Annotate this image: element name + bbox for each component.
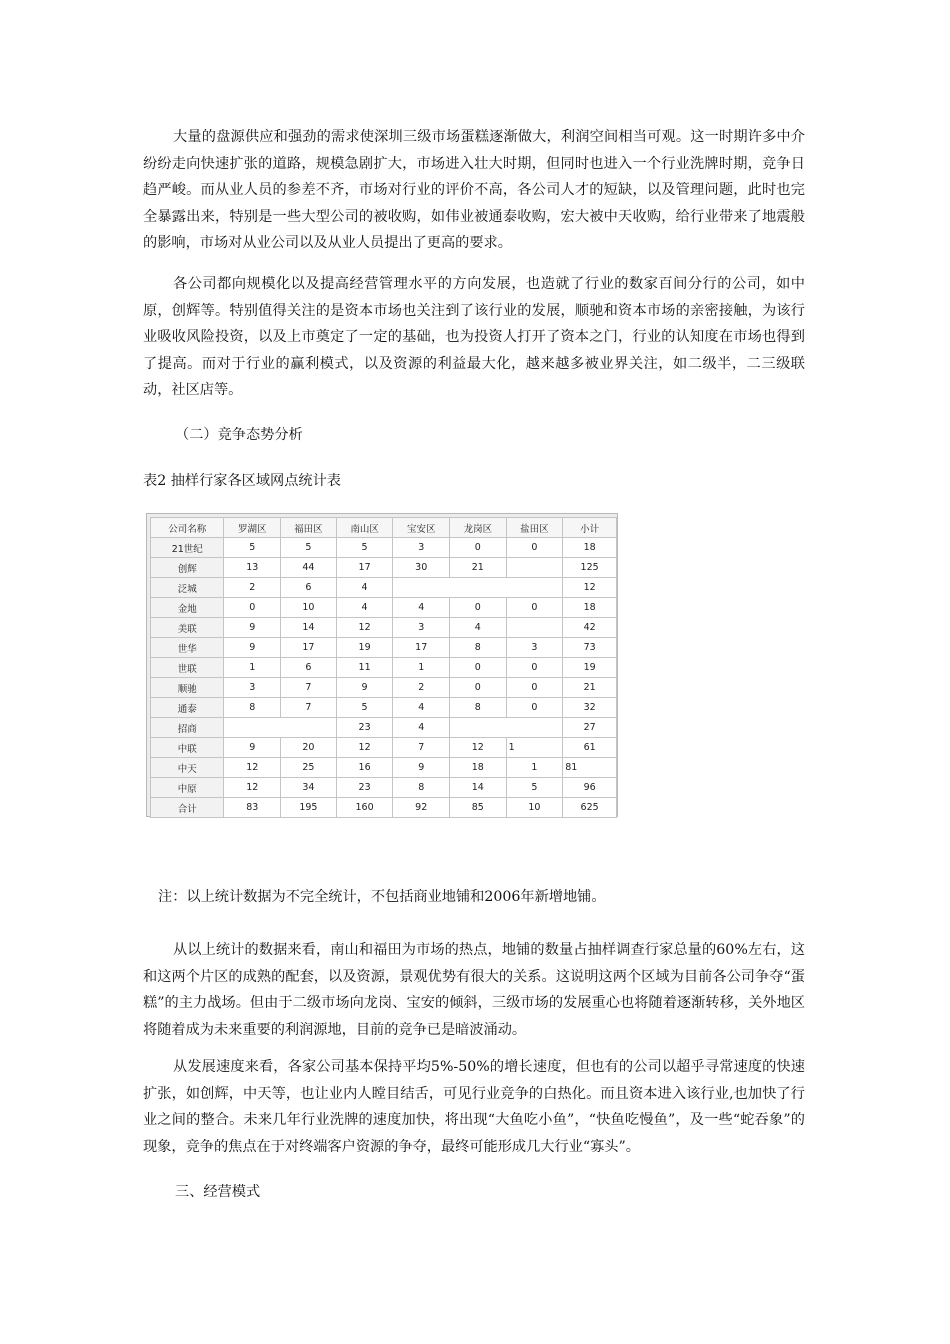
table-caption: 表2 抽样行家各区域网点统计表	[143, 473, 341, 489]
cell-value: 44	[281, 558, 337, 578]
cell-value: 0	[450, 678, 507, 698]
table-row	[151, 778, 617, 798]
cell-company: 创辉	[151, 558, 224, 578]
cell-company: 美联	[151, 618, 224, 638]
cell-value: 1	[506, 758, 563, 778]
cell-value: 92	[393, 798, 450, 818]
header-baoan: 宝安区	[393, 518, 450, 538]
cell-subtotal: 73	[563, 638, 617, 658]
cell-subtotal: 12	[563, 578, 617, 598]
cell-value: 0	[450, 598, 507, 618]
table-row	[151, 618, 617, 638]
cell-value: 5	[336, 538, 393, 558]
cell-blank	[450, 718, 563, 738]
table-row	[151, 658, 617, 678]
cell-value: 8	[450, 698, 507, 718]
cell-value: 12	[336, 618, 393, 638]
cell-subtotal: 32	[563, 698, 617, 718]
header-yantian: 盐田区	[506, 518, 563, 538]
cell-value: 5	[224, 538, 281, 558]
cell-value	[506, 558, 563, 578]
cell-subtotal: 18	[563, 538, 617, 558]
cell-value: 25	[281, 758, 337, 778]
cell-subtotal: 61	[563, 738, 617, 758]
cell-value: 4	[450, 618, 507, 638]
cell-value: 14	[450, 778, 507, 798]
cell-value: 19	[336, 638, 393, 658]
cell-value: 3	[393, 538, 450, 558]
paragraph-growth-speed: 从发展速度来看，各家公司基本保持平均5%-50%的增长速度，但也有的公司以超乎寻常速度的快速扩张，如创辉，中天等，也让业内人瞠目结舌，可见行业竞争的白热化。而且资本进入该行业,也加快了行业之间的整合。未来几年行业洗牌的速度加快，将出现“大鱼吃小鱼”，“快鱼吃慢鱼”，及一些“蛇吞象”的现象，竞争的焦点在于对终端客户资源的争夺，最终可能形成几大行业“寡头”。	[143, 1059, 805, 1155]
cell-value: 160	[336, 798, 393, 818]
cell-value: 9	[224, 738, 281, 758]
table-row	[151, 678, 617, 698]
cell-company: 世华	[151, 638, 224, 658]
cell-value: 4	[393, 718, 450, 738]
table-row	[151, 558, 617, 578]
cell-subtotal: 81	[563, 758, 617, 778]
cell-value: 7	[281, 698, 337, 718]
cell-value: 10	[281, 598, 337, 618]
cell-value: 12	[336, 738, 393, 758]
cell-value: 9	[393, 758, 450, 778]
cell-company: 合计	[151, 798, 224, 818]
cell-value: 17	[336, 558, 393, 578]
table-row	[151, 698, 617, 718]
cell-value: 5	[506, 778, 563, 798]
cell-value: 3	[393, 618, 450, 638]
table-row	[151, 758, 617, 778]
cell-value: 16	[336, 758, 393, 778]
table-row	[151, 598, 617, 618]
cell-value: 12	[450, 738, 507, 758]
cell-company: 泛城	[151, 578, 224, 598]
cell-subtotal: 21	[563, 678, 617, 698]
cell-value: 0	[506, 678, 563, 698]
cell-value: 0	[450, 658, 507, 678]
table-row	[151, 638, 617, 658]
cell-company: 中原	[151, 778, 224, 798]
cell-company: 中联	[151, 738, 224, 758]
table-total-row	[151, 798, 617, 818]
cell-company: 金地	[151, 598, 224, 618]
cell-subtotal: 19	[563, 658, 617, 678]
cell-value: 4	[336, 578, 393, 598]
cell-value: 0	[506, 598, 563, 618]
cell-value: 30	[393, 558, 450, 578]
cell-value: 85	[450, 798, 507, 818]
table-row	[151, 578, 617, 598]
cell-value: 10	[506, 798, 563, 818]
cell-value: 3	[506, 638, 563, 658]
cell-blank	[393, 578, 563, 598]
cell-value: 8	[393, 778, 450, 798]
paragraph-market-growth: 大量的盘源供应和强劲的需求使深圳三级市场蛋糕逐渐做大，利润空间相当可观。这一时期许多中介纷纷走向快速扩张的道路，规模急剧扩大，市场进入壮大时期，但同时也进入一个行业洗牌时期，竞争日趋严峻。而从业人员的参差不齐，市场对行业的评价不高，各公司人才的短缺，以及管理问题，此时也完全暴露出来，特别是一些大型公司的被收购，如伟业被通泰收购，宏大被中天收购，给行业带来了地震般的影响，市场对从业公司以及从业人员提出了更高的要求。	[143, 129, 805, 251]
cell-subtotal: 96	[563, 778, 617, 798]
table-row	[151, 738, 617, 758]
cell-value: 4	[393, 598, 450, 618]
table-row	[151, 538, 617, 558]
cell-blank	[224, 718, 336, 738]
cell-value: 3	[224, 678, 281, 698]
cell-value: 9	[224, 638, 281, 658]
cell-value	[506, 618, 563, 638]
section-heading-competition: （二）竞争态势分析	[175, 427, 303, 443]
cell-value: 1	[224, 658, 281, 678]
cell-value: 4	[336, 598, 393, 618]
cell-value: 195	[281, 798, 337, 818]
cell-value: 23	[336, 778, 393, 798]
branch-statistics-table	[150, 517, 617, 818]
cell-value: 6	[281, 578, 337, 598]
cell-value: 9	[336, 678, 393, 698]
cell-value: 12	[224, 778, 281, 798]
header-company: 公司名称	[151, 518, 224, 538]
header-futian: 福田区	[281, 518, 337, 538]
cell-value: 11	[336, 658, 393, 678]
cell-value: 9	[224, 618, 281, 638]
cell-value: 1	[393, 658, 450, 678]
cell-subtotal: 18	[563, 598, 617, 618]
table-header-row	[151, 518, 617, 538]
cell-subtotal: 125	[563, 558, 617, 578]
cell-value: 2	[393, 678, 450, 698]
cell-company: 21世纪	[151, 538, 224, 558]
cell-company: 招商	[151, 718, 224, 738]
cell-value: 0	[506, 538, 563, 558]
cell-company: 顺驰	[151, 678, 224, 698]
cell-value: 5	[336, 698, 393, 718]
cell-value: 1	[506, 738, 563, 758]
cell-value: 14	[281, 618, 337, 638]
cell-value: 13	[224, 558, 281, 578]
cell-value: 7	[281, 678, 337, 698]
cell-value: 21	[450, 558, 507, 578]
header-longgang: 龙岗区	[450, 518, 507, 538]
cell-value: 20	[281, 738, 337, 758]
cell-company: 世联	[151, 658, 224, 678]
cell-value: 83	[224, 798, 281, 818]
cell-value: 17	[393, 638, 450, 658]
section-heading-business-model: 三、经营模式	[175, 1184, 261, 1200]
cell-value: 8	[450, 638, 507, 658]
cell-value: 2	[224, 578, 281, 598]
cell-value: 7	[393, 738, 450, 758]
cell-value: 0	[224, 598, 281, 618]
header-subtotal: 小计	[563, 518, 617, 538]
cell-value: 0	[450, 538, 507, 558]
cell-value: 34	[281, 778, 337, 798]
paragraph-data-analysis: 从以上统计的数据来看，南山和福田为市场的热点，地铺的数量占抽样调查行家总量的60%左右，这和这两个片区的成熟的配套，以及资源，景观优势有很大的关系。这说明这两个区域为目前各公司争夺“蛋糕”的主力战场。但由于二级市场向龙岗、宝安的倾斜，三级市场的发展重心也将随着逐渐转移，关外地区将随着成为未来重要的利润源地，目前的竞争已是暗波涌动。	[143, 942, 805, 1038]
cell-company: 中天	[151, 758, 224, 778]
table-row	[151, 718, 617, 738]
cell-subtotal: 42	[563, 618, 617, 638]
cell-value: 6	[281, 658, 337, 678]
cell-value: 0	[506, 698, 563, 718]
cell-subtotal: 625	[563, 798, 617, 818]
cell-subtotal: 27	[563, 718, 617, 738]
cell-value: 0	[506, 658, 563, 678]
cell-value: 17	[281, 638, 337, 658]
cell-value: 12	[224, 758, 281, 778]
cell-value: 8	[224, 698, 281, 718]
cell-value: 18	[450, 758, 507, 778]
paragraph-scale-development: 各公司都向规模化以及提高经营管理水平的方向发展，也造就了行业的数家百间分行的公司，如中原，创辉等。特别值得关注的是资本市场也关注到了该行业的发展，顺驰和资本市场的亲密接触，为该行业吸收风险投资，以及上市奠定了一定的基础，也为投资人打开了资本之门，行业的认知度在市场也得到了提高。而对于行业的赢利模式，以及资源的利益最大化，越来越多被业界关注，如二级半，二三级联动，社区店等。	[143, 276, 805, 398]
cell-value: 5	[281, 538, 337, 558]
statistics-table-image	[146, 513, 618, 817]
header-luohu: 罗湖区	[224, 518, 281, 538]
cell-value: 4	[393, 698, 450, 718]
cell-company: 通泰	[151, 698, 224, 718]
table-note: 注：以上统计数据为不完全统计，不包括商业地铺和2006年新增地铺。	[158, 889, 606, 905]
cell-value: 23	[336, 718, 393, 738]
header-nanshan: 南山区	[336, 518, 393, 538]
